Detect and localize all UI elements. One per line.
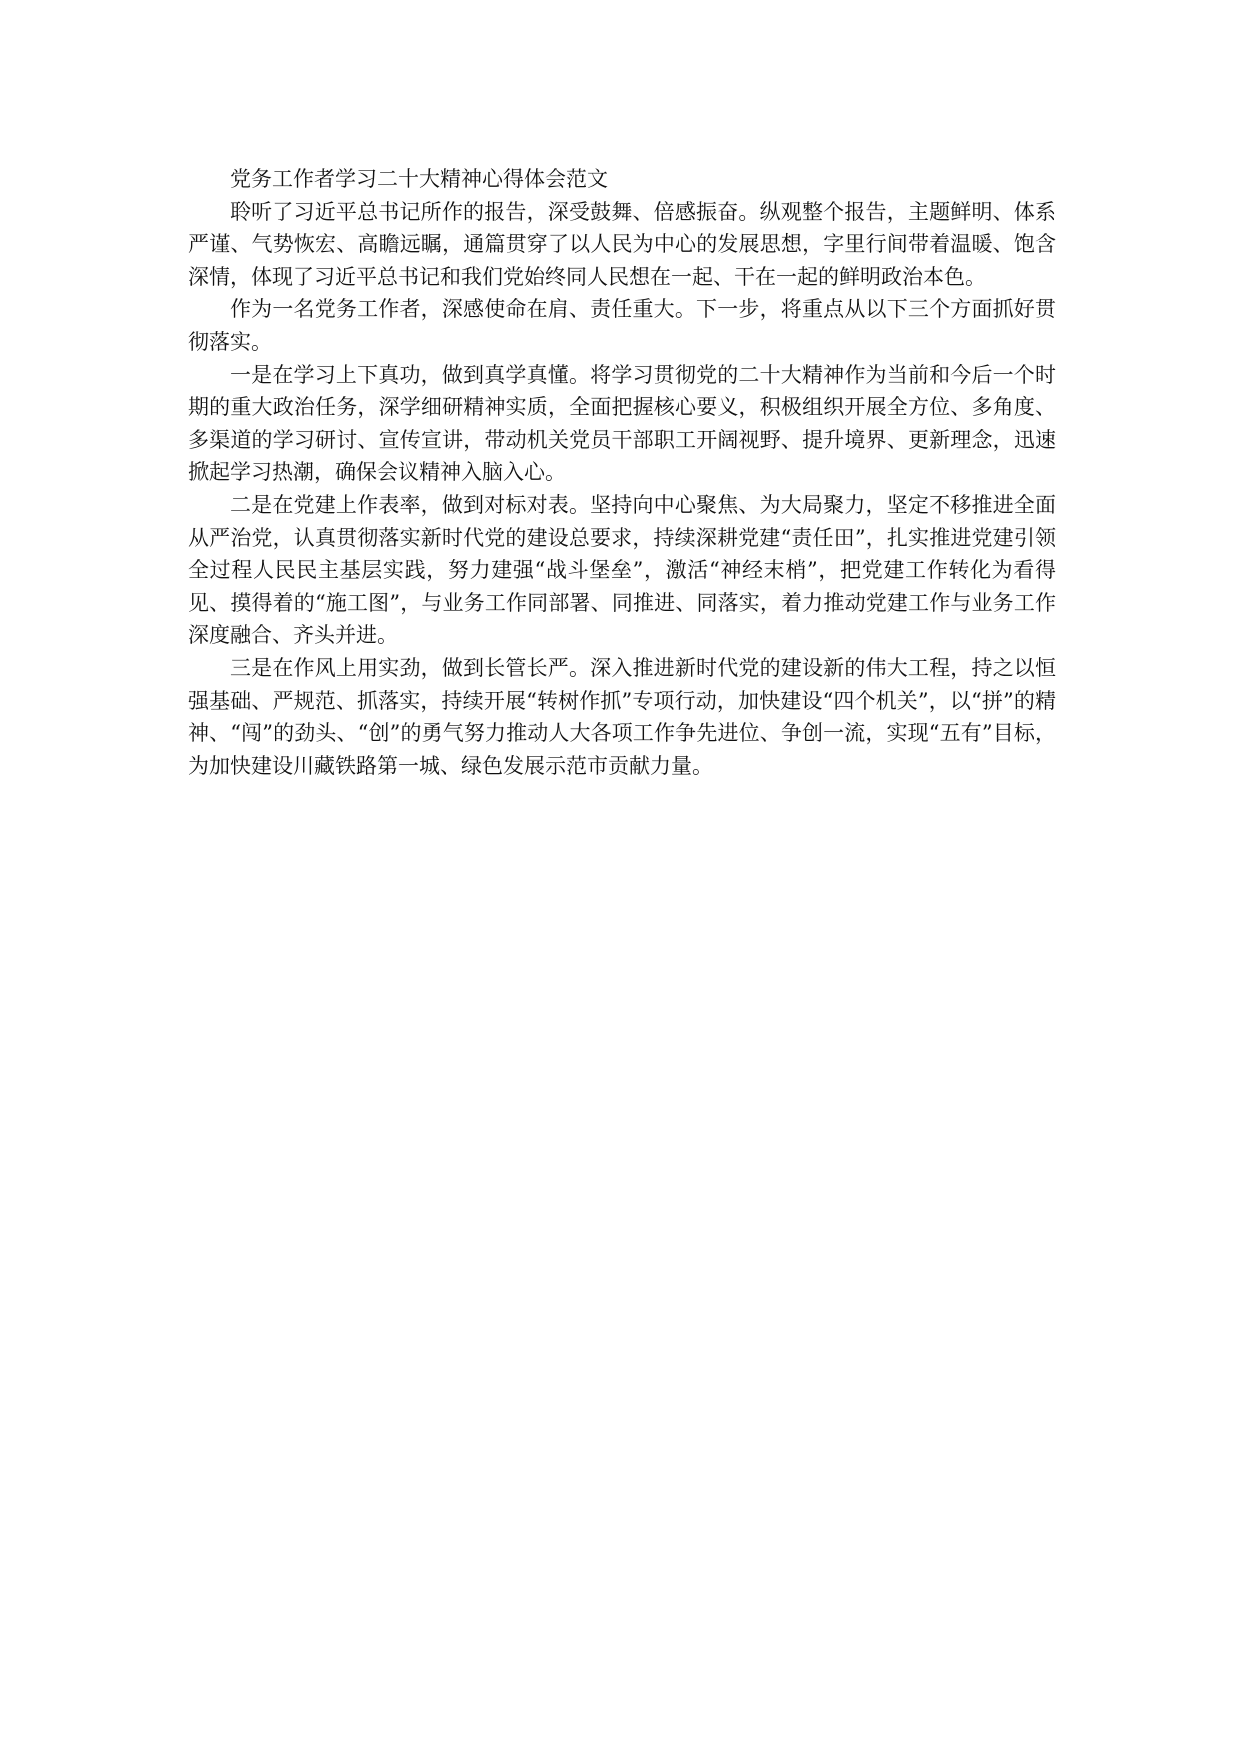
paragraph-point-three: 三是在作风上用实劲，做到长管长严。深入推进新时代党的建设新的伟大工程，持之以恒强基础、严规范、抓落实，持续开展“转树作抓”专项行动，加快建设“四个机关”，以“拼”的精神、“闯”的劲头、“创”的勇气努力推动人大各项工作争先进位、争创一流，实现“五有”目标，为加快建设川藏铁路第一城、绿色发展示范市贡献力量。 [188,655,1056,778]
paragraph-point-one: 一是在学习上下真功，做到真学真懂。将学习贯彻党的二十大精神作为当前和今后一个时期的重大政治任务，深学细研精神实质，全面把握核心要义，积极组织开展全方位、多角度、多渠道的学习研讨、宣传宣讲，带动机关党员干部职工开阔视野、提升境界、更新理念，迅速掀起学习热潮，确保会议精神入脑入心。 [188,362,1056,485]
paragraph-intro: 聆听了习近平总书记所作的报告，深受鼓舞、倍感振奋。纵观整个报告，主题鲜明、体系严谨、气势恢宏、高瞻远瞩，通篇贯穿了以人民为中心的发展思想，字里行间带着温暖、饱含深情，体现了习近平总书记和我们党始终同人民想在一起、干在一起的鲜明政治本色。 [188,199,1056,289]
paragraph-point-two: 二是在党建上作表率，做到对标对表。坚持向中心聚焦、为大局聚力，坚定不移推进全面从严治党，认真贯彻落实新时代党的建设总要求，持续深耕党建“责任田”，扎实推进党建引领全过程人民民主基层实践，努力建强“战斗堡垒”，激活“神经末梢”，把党建工作转化为看得见、摸得着的“施工图”，与业务工作同部署、同推进、同落实，着力推动党建工作与业务工作深度融合、齐头并进。 [188,492,1056,648]
document-body [188,163,1056,782]
paragraph-mission: 作为一名党务工作者，深感使命在肩、责任重大。下一步，将重点从以下三个方面抓好贯彻落实。 [188,297,1056,354]
document-title: 党务工作者学习二十大精神心得体会范文 [230,167,608,191]
